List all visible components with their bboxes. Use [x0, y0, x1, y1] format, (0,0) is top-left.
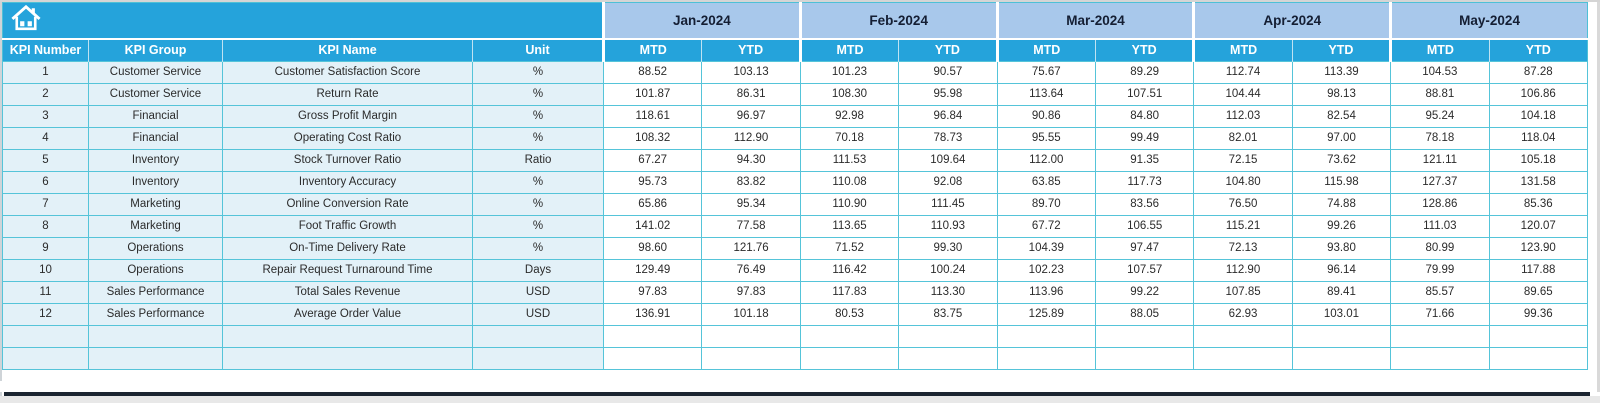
value-cell[interactable]: 92.08 — [899, 171, 997, 193]
value-cell[interactable]: 93.80 — [1292, 237, 1390, 259]
value-cell[interactable]: 89.70 — [997, 193, 1095, 215]
value-cell[interactable]: 84.80 — [1095, 105, 1193, 127]
value-cell[interactable]: 80.53 — [800, 303, 898, 325]
period-header-ytd[interactable]: YTD — [1292, 39, 1390, 61]
value-cell[interactable]: 72.15 — [1194, 149, 1292, 171]
unit-cell[interactable]: % — [473, 61, 604, 83]
value-cell[interactable]: 89.65 — [1489, 281, 1587, 303]
footer-white-strip — [0, 381, 1600, 392]
value-cell[interactable]: 104.44 — [1194, 83, 1292, 105]
month-header-apr-2024[interactable]: Apr-2024 — [1194, 3, 1391, 40]
value-cell[interactable]: 67.27 — [604, 149, 702, 171]
value-cell[interactable]: 113.30 — [899, 281, 997, 303]
value-cell[interactable]: 95.98 — [899, 83, 997, 105]
value-cell[interactable]: 98.13 — [1292, 83, 1390, 105]
value-cell[interactable]: 65.86 — [604, 193, 702, 215]
unit-cell[interactable]: % — [473, 215, 604, 237]
empty-cell[interactable] — [1391, 325, 1489, 347]
value-cell[interactable]: 95.34 — [702, 193, 800, 215]
value-cell[interactable]: 115.98 — [1292, 171, 1390, 193]
period-header-mtd[interactable]: MTD — [800, 39, 898, 61]
column-header-kpi-number[interactable]: KPI Number — [3, 39, 89, 61]
value-cell[interactable]: 113.64 — [997, 83, 1095, 105]
empty-cell[interactable] — [223, 347, 473, 369]
kpi-group-cell[interactable]: Marketing — [89, 215, 223, 237]
value-cell[interactable]: 87.28 — [1489, 61, 1587, 83]
value-cell[interactable]: 104.80 — [1194, 171, 1292, 193]
empty-cell[interactable] — [1095, 325, 1193, 347]
home-icon[interactable] — [11, 3, 41, 33]
value-cell[interactable]: 116.42 — [800, 259, 898, 281]
period-header-ytd[interactable]: YTD — [899, 39, 997, 61]
value-cell[interactable]: 94.30 — [702, 149, 800, 171]
value-cell[interactable]: 110.90 — [800, 193, 898, 215]
value-cell[interactable]: 91.35 — [1095, 149, 1193, 171]
table-body — [3, 61, 1588, 369]
value-cell[interactable]: 121.11 — [1391, 149, 1489, 171]
kpi-group-cell[interactable]: Sales Performance — [89, 303, 223, 325]
unit-cell[interactable]: % — [473, 193, 604, 215]
value-cell[interactable]: 107.85 — [1194, 281, 1292, 303]
kpi-number-cell[interactable]: 11 — [3, 281, 89, 303]
value-cell[interactable]: 96.14 — [1292, 259, 1390, 281]
kpi-name-cell[interactable]: Customer Satisfaction Score — [223, 61, 473, 83]
table-header — [3, 3, 1588, 62]
table-row — [3, 259, 1588, 281]
month-header-mar-2024[interactable]: Mar-2024 — [997, 3, 1194, 40]
value-cell[interactable]: 74.88 — [1292, 193, 1390, 215]
value-cell[interactable]: 89.41 — [1292, 281, 1390, 303]
kpi-group-cell[interactable]: Operations — [89, 259, 223, 281]
value-cell[interactable]: 136.91 — [604, 303, 702, 325]
value-cell[interactable]: 100.24 — [899, 259, 997, 281]
empty-cell[interactable] — [800, 325, 898, 347]
value-cell[interactable]: 85.57 — [1391, 281, 1489, 303]
value-cell[interactable]: 90.57 — [899, 61, 997, 83]
empty-cell[interactable] — [3, 347, 89, 369]
value-cell[interactable]: 99.26 — [1292, 215, 1390, 237]
value-cell[interactable]: 129.49 — [604, 259, 702, 281]
table-row — [3, 127, 1588, 149]
kpi-name-cell[interactable]: Operating Cost Ratio — [223, 127, 473, 149]
month-header-may-2024[interactable]: May-2024 — [1391, 3, 1588, 40]
value-cell[interactable]: 111.45 — [899, 193, 997, 215]
period-header-ytd[interactable]: YTD — [1489, 39, 1587, 61]
value-cell[interactable]: 112.00 — [997, 149, 1095, 171]
value-cell[interactable]: 105.18 — [1489, 149, 1587, 171]
month-header-jan-2024[interactable]: Jan-2024 — [604, 3, 801, 40]
value-cell[interactable]: 101.23 — [800, 61, 898, 83]
kpi-name-cell[interactable]: Average Order Value — [223, 303, 473, 325]
kpi-name-cell[interactable]: Online Conversion Rate — [223, 193, 473, 215]
value-cell[interactable]: 83.75 — [899, 303, 997, 325]
value-cell[interactable]: 85.36 — [1489, 193, 1587, 215]
period-header-ytd[interactable]: YTD — [1095, 39, 1193, 61]
corner-header-cell[interactable] — [3, 3, 604, 40]
empty-cell[interactable] — [997, 325, 1095, 347]
empty-cell[interactable] — [899, 347, 997, 369]
value-cell[interactable]: 70.18 — [800, 127, 898, 149]
value-cell[interactable]: 75.67 — [997, 61, 1095, 83]
table-row — [3, 171, 1588, 193]
unit-cell[interactable]: USD — [473, 281, 604, 303]
value-cell[interactable]: 71.52 — [800, 237, 898, 259]
empty-cell[interactable] — [604, 347, 702, 369]
kpi-group-cell[interactable]: Customer Service — [89, 83, 223, 105]
value-cell[interactable]: 104.53 — [1391, 61, 1489, 83]
kpi-name-cell[interactable]: On-Time Delivery Rate — [223, 237, 473, 259]
value-cell[interactable]: 120.07 — [1489, 215, 1587, 237]
month-header-feb-2024[interactable]: Feb-2024 — [800, 3, 997, 40]
empty-cell[interactable] — [223, 325, 473, 347]
value-cell[interactable]: 97.47 — [1095, 237, 1193, 259]
empty-cell[interactable] — [89, 347, 223, 369]
value-cell[interactable]: 104.39 — [997, 237, 1095, 259]
value-cell[interactable]: 96.84 — [899, 105, 997, 127]
value-cell[interactable]: 78.73 — [899, 127, 997, 149]
column-header-unit[interactable]: Unit — [473, 39, 604, 61]
table-row — [3, 193, 1588, 215]
value-cell[interactable]: 106.55 — [1095, 215, 1193, 237]
empty-cell[interactable] — [899, 325, 997, 347]
value-cell[interactable]: 99.36 — [1489, 303, 1587, 325]
value-cell[interactable]: 82.01 — [1194, 127, 1292, 149]
table-row — [3, 281, 1588, 303]
kpi-group-cell[interactable]: Financial — [89, 105, 223, 127]
value-cell[interactable]: 83.56 — [1095, 193, 1193, 215]
value-cell[interactable]: 97.83 — [702, 281, 800, 303]
value-cell[interactable]: 97.83 — [604, 281, 702, 303]
value-cell[interactable]: 112.90 — [1194, 259, 1292, 281]
value-cell[interactable]: 131.58 — [1489, 171, 1587, 193]
value-cell[interactable]: 121.76 — [702, 237, 800, 259]
empty-cell[interactable] — [1391, 347, 1489, 369]
value-cell[interactable]: 123.90 — [1489, 237, 1587, 259]
value-cell[interactable]: 112.74 — [1194, 61, 1292, 83]
value-cell[interactable]: 112.03 — [1194, 105, 1292, 127]
value-cell[interactable]: 82.54 — [1292, 105, 1390, 127]
value-cell[interactable]: 106.86 — [1489, 83, 1587, 105]
table-row — [3, 61, 1588, 83]
period-header-ytd[interactable]: YTD — [702, 39, 800, 61]
value-cell[interactable]: 108.32 — [604, 127, 702, 149]
kpi-number-cell[interactable]: 9 — [3, 237, 89, 259]
value-cell[interactable]: 118.61 — [604, 105, 702, 127]
kpi-name-cell[interactable]: Return Rate — [223, 83, 473, 105]
value-cell[interactable]: 99.22 — [1095, 281, 1193, 303]
table-row — [3, 149, 1588, 171]
value-cell[interactable]: 112.90 — [702, 127, 800, 149]
value-cell[interactable]: 92.98 — [800, 105, 898, 127]
kpi-name-cell[interactable]: Total Sales Revenue — [223, 281, 473, 303]
empty-cell[interactable] — [1292, 325, 1390, 347]
value-cell[interactable]: 99.49 — [1095, 127, 1193, 149]
unit-cell[interactable]: % — [473, 127, 604, 149]
empty-cell[interactable] — [89, 325, 223, 347]
column-header-kpi-group[interactable]: KPI Group — [89, 39, 223, 61]
kpi-name-cell[interactable]: Repair Request Turnaround Time — [223, 259, 473, 281]
value-cell[interactable]: 76.49 — [702, 259, 800, 281]
period-header-mtd[interactable]: MTD — [1391, 39, 1489, 61]
unit-cell[interactable]: % — [473, 237, 604, 259]
table-row — [3, 303, 1588, 325]
value-cell[interactable]: 111.03 — [1391, 215, 1489, 237]
value-cell[interactable]: 90.86 — [997, 105, 1095, 127]
empty-cell[interactable] — [702, 325, 800, 347]
unit-cell[interactable]: Ratio — [473, 149, 604, 171]
value-cell[interactable]: 88.05 — [1095, 303, 1193, 325]
value-cell[interactable]: 115.21 — [1194, 215, 1292, 237]
kpi-group-cell[interactable]: Sales Performance — [89, 281, 223, 303]
table-row — [3, 237, 1588, 259]
value-cell[interactable]: 77.58 — [702, 215, 800, 237]
kpi-name-cell[interactable]: Stock Turnover Ratio — [223, 149, 473, 171]
empty-cell[interactable] — [1095, 347, 1193, 369]
kpi-number-cell[interactable]: 1 — [3, 61, 89, 83]
kpi-name-cell[interactable]: Foot Traffic Growth — [223, 215, 473, 237]
kpi-table — [2, 2, 1588, 370]
value-cell[interactable]: 88.52 — [604, 61, 702, 83]
kpi-number-cell[interactable]: 8 — [3, 215, 89, 237]
value-cell[interactable]: 109.64 — [899, 149, 997, 171]
kpi-number-cell[interactable]: 6 — [3, 171, 89, 193]
kpi-group-cell[interactable]: Customer Service — [89, 61, 223, 83]
value-cell[interactable]: 79.99 — [1391, 259, 1489, 281]
value-cell[interactable]: 110.93 — [899, 215, 997, 237]
empty-cell[interactable] — [1292, 347, 1390, 369]
kpi-group-cell[interactable]: Marketing — [89, 193, 223, 215]
table-row — [3, 83, 1588, 105]
empty-cell[interactable] — [702, 347, 800, 369]
value-cell[interactable]: 103.01 — [1292, 303, 1390, 325]
empty-cell[interactable] — [1489, 347, 1587, 369]
value-cell[interactable]: 99.30 — [899, 237, 997, 259]
period-header-mtd[interactable]: MTD — [997, 39, 1095, 61]
value-cell[interactable]: 67.72 — [997, 215, 1095, 237]
kpi-group-cell[interactable]: Inventory — [89, 149, 223, 171]
value-cell[interactable]: 141.02 — [604, 215, 702, 237]
empty-cell[interactable] — [1194, 325, 1292, 347]
unit-cell[interactable]: % — [473, 105, 604, 127]
value-cell[interactable]: 62.93 — [1194, 303, 1292, 325]
value-cell[interactable]: 117.73 — [1095, 171, 1193, 193]
kpi-number-cell[interactable]: 4 — [3, 127, 89, 149]
kpi-number-cell[interactable]: 12 — [3, 303, 89, 325]
value-cell[interactable]: 117.83 — [800, 281, 898, 303]
right-edge-strip — [1588, 2, 1600, 392]
value-cell[interactable]: 89.29 — [1095, 61, 1193, 83]
value-cell[interactable]: 108.30 — [800, 83, 898, 105]
kpi-group-cell[interactable]: Inventory — [89, 171, 223, 193]
kpi-number-cell[interactable]: 10 — [3, 259, 89, 281]
value-cell[interactable]: 98.60 — [604, 237, 702, 259]
value-cell[interactable]: 86.31 — [702, 83, 800, 105]
value-cell[interactable]: 110.08 — [800, 171, 898, 193]
empty-cell[interactable] — [473, 347, 604, 369]
value-cell[interactable]: 95.24 — [1391, 105, 1489, 127]
value-cell[interactable]: 127.37 — [1391, 171, 1489, 193]
empty-cell[interactable] — [473, 325, 604, 347]
value-cell[interactable]: 103.13 — [702, 61, 800, 83]
kpi-name-cell[interactable]: Gross Profit Margin — [223, 105, 473, 127]
column-header-kpi-name[interactable]: KPI Name — [223, 39, 473, 61]
unit-cell[interactable]: % — [473, 171, 604, 193]
value-cell[interactable]: 102.23 — [997, 259, 1095, 281]
value-cell[interactable]: 88.81 — [1391, 83, 1489, 105]
value-cell[interactable]: 113.39 — [1292, 61, 1390, 83]
value-cell[interactable]: 76.50 — [1194, 193, 1292, 215]
value-cell[interactable]: 107.51 — [1095, 83, 1193, 105]
kpi-group-cell[interactable]: Operations — [89, 237, 223, 259]
value-cell[interactable]: 78.18 — [1391, 127, 1489, 149]
unit-cell[interactable]: Days — [473, 259, 604, 281]
kpi-number-cell[interactable]: 7 — [3, 193, 89, 215]
value-cell[interactable]: 117.88 — [1489, 259, 1587, 281]
empty-cell[interactable] — [997, 347, 1095, 369]
empty-cell[interactable] — [3, 325, 89, 347]
empty-row — [3, 325, 1588, 347]
value-cell[interactable]: 113.65 — [800, 215, 898, 237]
kpi-name-cell[interactable]: Inventory Accuracy — [223, 171, 473, 193]
value-cell[interactable]: 80.99 — [1391, 237, 1489, 259]
period-header-mtd[interactable]: MTD — [604, 39, 702, 61]
kpi-group-cell[interactable]: Financial — [89, 127, 223, 149]
empty-cell[interactable] — [800, 347, 898, 369]
unit-cell[interactable]: % — [473, 83, 604, 105]
kpi-number-cell[interactable]: 2 — [3, 83, 89, 105]
value-cell[interactable]: 95.73 — [604, 171, 702, 193]
value-cell[interactable]: 73.62 — [1292, 149, 1390, 171]
unit-cell[interactable]: USD — [473, 303, 604, 325]
footer-gray-strip — [0, 396, 1600, 403]
value-cell[interactable]: 101.18 — [702, 303, 800, 325]
value-cell[interactable]: 104.18 — [1489, 105, 1587, 127]
kpi-number-cell[interactable]: 3 — [3, 105, 89, 127]
value-cell[interactable]: 118.04 — [1489, 127, 1587, 149]
value-cell[interactable]: 83.82 — [702, 171, 800, 193]
value-cell[interactable]: 111.53 — [800, 149, 898, 171]
empty-row — [3, 347, 1588, 369]
value-cell[interactable]: 107.57 — [1095, 259, 1193, 281]
value-cell[interactable]: 128.86 — [1391, 193, 1489, 215]
value-cell[interactable]: 71.66 — [1391, 303, 1489, 325]
value-cell[interactable]: 72.13 — [1194, 237, 1292, 259]
table-row — [3, 215, 1588, 237]
period-header-mtd[interactable]: MTD — [1194, 39, 1292, 61]
value-cell[interactable]: 96.97 — [702, 105, 800, 127]
empty-cell[interactable] — [1194, 347, 1292, 369]
value-cell[interactable]: 63.85 — [997, 171, 1095, 193]
empty-cell[interactable] — [1489, 325, 1587, 347]
value-cell[interactable]: 101.87 — [604, 83, 702, 105]
table-row — [3, 105, 1588, 127]
value-cell[interactable]: 95.55 — [997, 127, 1095, 149]
value-cell[interactable]: 125.89 — [997, 303, 1095, 325]
kpi-number-cell[interactable]: 5 — [3, 149, 89, 171]
value-cell[interactable]: 97.00 — [1292, 127, 1390, 149]
empty-cell[interactable] — [604, 325, 702, 347]
value-cell[interactable]: 113.96 — [997, 281, 1095, 303]
